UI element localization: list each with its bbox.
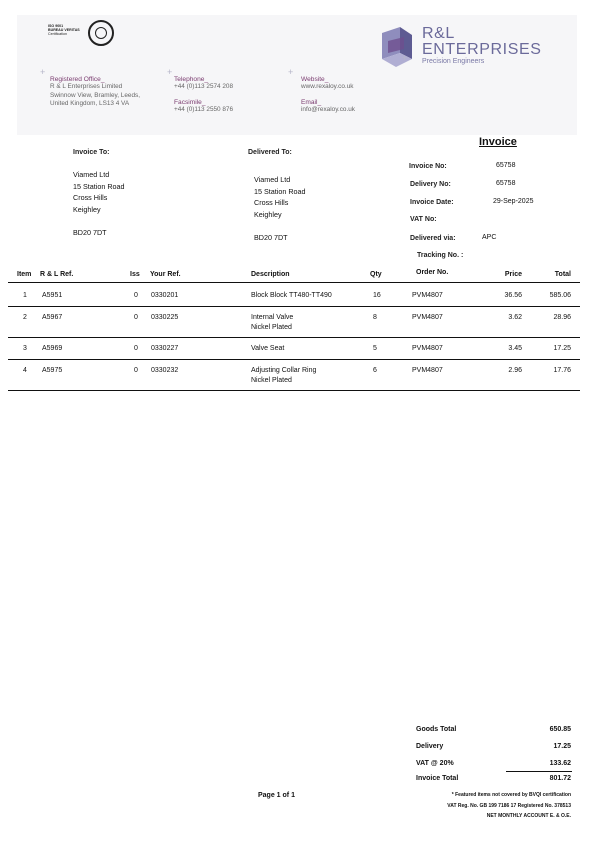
row-ref: A5975 (42, 367, 63, 374)
row-order-no: PVM4807 (412, 367, 443, 374)
invoice-total-value: 801.72 (549, 775, 571, 782)
address-line: Keighley (73, 204, 101, 214)
website-block (301, 76, 353, 92)
registered-office-line: United Kingdom, LS13 4 VA (50, 100, 130, 108)
website-value: www.rexaloy.co.uk (301, 83, 354, 90)
email-label: Email_ (301, 99, 322, 106)
row-your-ref: 0330232 (151, 367, 179, 374)
cert-line: Certification (48, 32, 67, 37)
address-line: Cross Hills (73, 193, 108, 202)
delivered-via-value: APC (482, 234, 497, 241)
email-value: info@rexaloy.co.uk (301, 106, 355, 113)
registered-office (50, 76, 140, 109)
description-line: Adjusting Collar Ring (251, 367, 317, 374)
row-item: 2 (23, 314, 27, 321)
address-line: BD20 7DT (254, 232, 288, 242)
row-ref: A5951 (42, 292, 63, 299)
row-qty: 16 (373, 292, 381, 299)
row-iss: 0 (134, 292, 138, 299)
address-line (254, 220, 306, 232)
tracking-no-label: Tracking No. : (417, 252, 464, 259)
col-header-order-no: Order No. (416, 269, 449, 276)
address-line: Viamed Ltd (254, 175, 291, 184)
row-description: Block Block TT480-TT490 (251, 292, 332, 299)
col-header-qty: Qty (370, 271, 382, 278)
logo-title-line-1: R&L (422, 25, 455, 42)
row-qty: 8 (373, 314, 377, 321)
row-your-ref: 0330227 (151, 345, 179, 352)
row-your-ref: 0330201 (151, 292, 179, 299)
address-line: 15 Station Road (254, 186, 306, 196)
telephone-label: Telephone_ (174, 76, 209, 83)
goods-total-value: 650.85 (549, 726, 571, 733)
row-price: 36.56 (504, 292, 522, 299)
invoice-no-label: Invoice No: (409, 163, 447, 170)
registered-office-label: Registered Office_ (50, 76, 105, 83)
footer-line: VAT Reg. No. GB 199 7186 17 Registered No. 378513 (447, 803, 571, 809)
row-price: 3.45 (508, 345, 522, 352)
registered-office-line: Swinnow View, Bramley, Leeds, (50, 91, 140, 99)
facsimile-block (174, 99, 233, 115)
crosshair-mark-icon: + (402, 53, 408, 63)
bureau-veritas-seal-icon (88, 20, 114, 46)
invoice-date-value: 29-Sep-2025 (493, 198, 534, 205)
row-total: 17.25 (553, 345, 571, 352)
row-price: 2.96 (508, 367, 522, 374)
row-description (251, 366, 316, 386)
col-header-ref: R & L Ref. (40, 271, 74, 278)
row-total: 17.76 (553, 367, 571, 374)
row-description: Valve Seat (251, 345, 285, 352)
vat-label: VAT @ 20% (416, 760, 454, 767)
telephone-value: +44 (0)113 2574 208 (174, 83, 234, 90)
row-order-no: PVM4807 (412, 345, 443, 352)
logo-title-line-2: ENTERPRISES (422, 41, 542, 58)
logo-tagline: Precision Engineers (422, 58, 485, 65)
page-number: Page 1 of 1 (258, 792, 295, 799)
footer-line: NET MONTHLY ACCOUNT E. & O.E. (486, 813, 571, 819)
delivered-to-address (254, 174, 306, 243)
delivery-label: Delivery (416, 743, 444, 750)
row-qty: 5 (373, 345, 377, 352)
row-divider (8, 306, 580, 307)
row-total: 585.06 (549, 292, 571, 299)
address-line: Cross Hills (254, 198, 289, 207)
delivered-to-label: Delivered To: (248, 149, 292, 156)
table-header-rule (8, 282, 580, 283)
col-header-price: Price (504, 271, 522, 278)
website-label: Website_ (301, 76, 329, 83)
delivery-no-value: 65758 (496, 180, 516, 187)
row-qty: 6 (373, 367, 377, 374)
row-item: 1 (23, 292, 27, 299)
facsimile-value: +44 (0)113 2550 876 (174, 106, 234, 113)
invoice-no-value: 65758 (496, 162, 516, 169)
certification-text (48, 24, 80, 37)
row-ref: A5967 (42, 314, 63, 321)
crosshair-mark-icon: + (40, 67, 46, 77)
address-line: Keighley (254, 209, 282, 219)
row-item: 4 (23, 367, 27, 374)
cert-line: ISO 9001 (48, 24, 64, 28)
invoice-to-address (73, 169, 125, 238)
invoice-total-label: Invoice Total (416, 775, 459, 782)
col-header-item: Item (17, 271, 32, 278)
description-line: Internal Valve (251, 314, 294, 321)
address-line: 15 Station Road (73, 181, 125, 191)
invoice-title: Invoice (479, 136, 517, 148)
company-logo-icon (378, 27, 416, 72)
row-description (251, 313, 293, 333)
vat-no-label: VAT No: (410, 216, 437, 223)
row-divider (8, 337, 580, 338)
address-line: BD20 7DT (73, 227, 107, 237)
facsimile-label: Facsimile_ (174, 99, 206, 106)
table-bottom-rule (8, 390, 580, 391)
row-total: 28.96 (553, 314, 571, 321)
address-line: Viamed Ltd (73, 170, 110, 179)
goods-total-label: Goods Total (416, 726, 457, 733)
description-line: Nickel Plated (251, 377, 292, 384)
row-your-ref: 0330225 (151, 314, 179, 321)
col-header-iss: Iss (130, 271, 140, 278)
invoice-date-label: Invoice Date: (410, 199, 454, 206)
footer-line: * Featured items not covered by BVQI certification (451, 792, 571, 798)
row-divider (8, 359, 580, 360)
row-iss: 0 (134, 367, 138, 374)
row-iss: 0 (134, 314, 138, 321)
delivery-no-label: Delivery No: (410, 181, 451, 188)
registered-office-line: R & L Enterprises Limited (50, 83, 123, 90)
address-line (73, 215, 125, 227)
col-header-your-ref: Your Ref. (150, 271, 181, 278)
row-price: 3.62 (508, 314, 522, 321)
telephone-block (174, 76, 233, 92)
col-header-description: Description (251, 271, 290, 278)
cert-line: BUREAU VERITAS (48, 28, 80, 33)
row-order-no: PVM4807 (412, 314, 443, 321)
delivered-via-label: Delivered via: (410, 235, 456, 242)
row-item: 3 (23, 345, 27, 352)
row-iss: 0 (134, 345, 138, 352)
description-line: Nickel Plated (251, 324, 292, 331)
crosshair-mark-icon: + (167, 67, 173, 77)
row-ref: A5969 (42, 345, 63, 352)
email-block (301, 99, 355, 115)
row-order-no: PVM4807 (412, 292, 443, 299)
totals-rule (506, 771, 572, 772)
col-header-total: Total (554, 271, 571, 278)
company-logo-title (422, 26, 542, 58)
vat-value: 133.62 (549, 760, 571, 767)
invoice-to-label: Invoice To: (73, 149, 110, 156)
delivery-value: 17.25 (553, 743, 571, 750)
crosshair-mark-icon: + (288, 67, 294, 77)
